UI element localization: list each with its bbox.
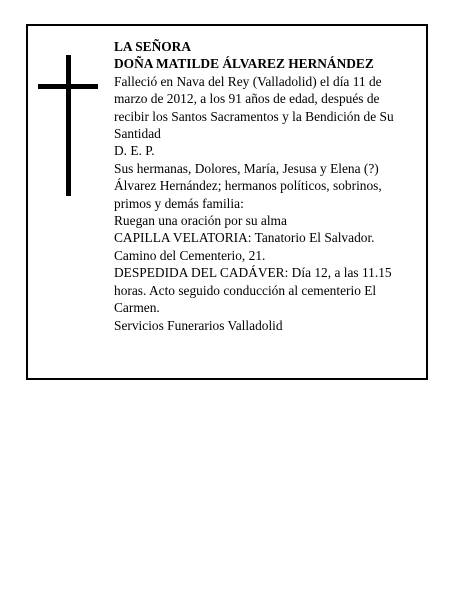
cross-icon: [66, 55, 71, 196]
cross-icon-crossbar: [38, 84, 98, 89]
funeral-services-line: Servicios Funerarios Valladolid: [114, 317, 283, 333]
chapel-paragraph: CAPILLA VELATORIA: Tanatorio El Salvador. Camino del Cementerio, 21.: [114, 230, 375, 263]
deceased-name: DOÑA MATILDE ÁLVAREZ HERNÁNDEZ: [114, 56, 374, 72]
farewell-paragraph: DESPEDIDA DEL CADÁVER: Día 12, a las 11.15 horas. Acto seguido conducción al cementerio El Carmen.: [114, 265, 392, 316]
prayer-line: Ruegan una oración por su alma: [114, 213, 287, 229]
death-info-paragraph: Falleció en Nava del Rey (Valladolid) el día 11 de marzo de 2012, a los 91 años de edad, después de recibir los Santos Sacramentos y la Bendición de Su Santidad: [114, 73, 394, 142]
heading-la-senora: LA SEÑORA: [114, 39, 192, 54]
obituary-text-block: [114, 38, 416, 334]
dep-line: D. E. P.: [114, 143, 155, 159]
family-paragraph: Sus hermanas, Dolores, María, Jesusa y Elena (?) Álvarez Hernández; hermanos políticos, sobrinos, primos y demás familia:: [114, 160, 382, 211]
